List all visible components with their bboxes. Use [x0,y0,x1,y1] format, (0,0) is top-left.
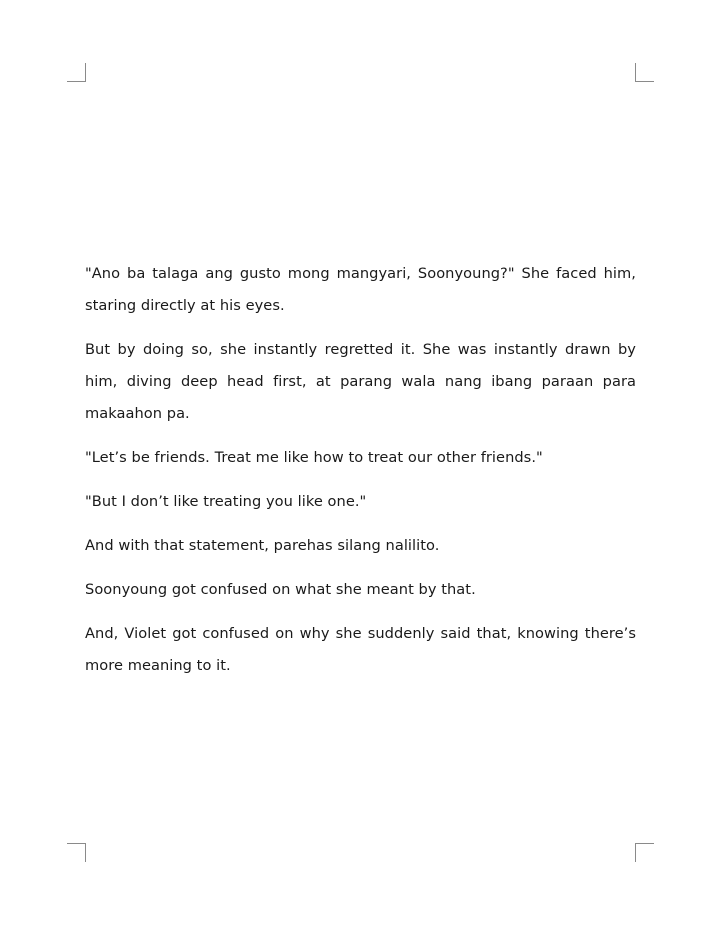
margin-corner-mark-top-left [67,63,86,82]
paragraph: But by doing so, she instantly regretted it. She was instantly drawn by him, diving deep head first, at parang wala nang ibang paraan para makaahon pa. [85,341,636,422]
document-body [85,258,636,694]
paragraph: Soonyoung got confused on what she meant by that. [85,581,476,598]
margin-corner-mark-bottom-left [67,843,86,862]
margin-corner-mark-top-right [635,63,654,82]
paragraph: And with that statement, parehas silang nalilito. [85,537,440,554]
paragraph: "Ano ba talaga ang gusto mong mangyari, Soonyoung?" She faced him, staring directly at his eyes. [85,265,636,314]
paragraph: "But I don’t like treating you like one." [85,493,367,510]
margin-corner-mark-bottom-right [635,843,654,862]
paragraph: "Let’s be friends. Treat me like how to treat our other friends." [85,449,543,466]
paragraph: And, Violet got confused on why she suddenly said that, knowing there’s more meaning to it. [85,625,636,674]
